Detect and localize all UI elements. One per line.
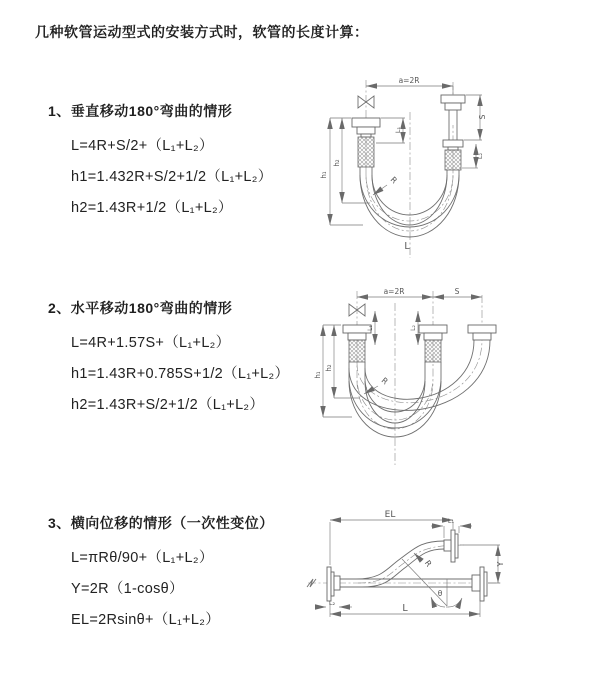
dim-label-l2: L₂ xyxy=(476,152,484,160)
hose-u-tube xyxy=(349,340,490,437)
dim-label-r: R xyxy=(379,375,390,387)
dim-label-el: EL xyxy=(384,510,396,520)
section2-heading: 2、水平移动180°弯曲的情形 xyxy=(48,300,233,316)
dim-label-l1: L₁ xyxy=(447,517,455,525)
left-fitting xyxy=(352,118,380,167)
dim-label-s: S xyxy=(478,114,487,120)
dim-label-l1: L₁ xyxy=(394,126,402,134)
dim-label-h2: h₂ xyxy=(333,159,341,167)
dim-label-length: L xyxy=(404,241,410,252)
section1-formula-h1: h1=1.432R+S/2+1/2（L₁+L₂） xyxy=(71,169,273,185)
bottom-right-flange xyxy=(472,567,487,601)
section1-heading: 1、垂直移动180°弯曲的情形 xyxy=(48,103,233,119)
section3-formula-EL: EL=2Rsinθ+（L₁+L₂） xyxy=(71,612,221,628)
section-vertical-bend xyxy=(48,101,273,224)
section2-formula-L: L=4R+1.57S+（L₁+L₂） xyxy=(71,335,231,351)
section3-formula-Y: Y=2R（1-cosθ） xyxy=(71,581,184,597)
dim-label-theta: θ xyxy=(437,589,443,598)
section-lateral-displacement xyxy=(48,513,274,636)
dim-label-h2: h₂ xyxy=(325,364,333,372)
section1-formula-h2: h2=1.43R+1/2（L₁+L₂） xyxy=(71,200,233,216)
left-flange xyxy=(327,567,340,601)
diagram-lateral-displacement xyxy=(298,505,600,660)
valve-icon xyxy=(349,304,365,316)
dim-label-length: L xyxy=(402,603,408,614)
diagram-vertical-180-bend xyxy=(310,70,595,265)
angle-construction xyxy=(402,559,462,608)
dim-label-l2: L₂ xyxy=(328,599,336,607)
dim-label-l1: L₁ xyxy=(367,325,374,331)
hose-u-tube xyxy=(360,167,459,237)
section2-formula-h2: h2=1.43R+S/2+1/2（L₁+L₂） xyxy=(71,397,265,413)
dim-label-y: Y xyxy=(496,561,505,567)
right-fitting xyxy=(468,325,496,340)
section3-heading: 3、横向位移的情形（一次性变位） xyxy=(48,515,274,531)
dim-label-h1: h₁ xyxy=(314,371,322,379)
dim-label-a2r: a=2R xyxy=(398,76,420,85)
diagram-horizontal-180-bend xyxy=(308,283,598,478)
top-right-flange xyxy=(444,530,458,562)
section-horizontal-bend xyxy=(48,298,289,421)
dim-label-l2: L₂ xyxy=(410,325,417,331)
dim-label-h1: h₁ xyxy=(320,171,328,179)
section2-formula-h1: h1=1.43R+0.785S+1/2（L₁+L₂） xyxy=(71,366,290,382)
dim-label-r: R xyxy=(422,558,434,569)
centerlines xyxy=(357,291,482,465)
dim-label-a2r: a=2R xyxy=(383,287,405,296)
centerlines xyxy=(366,80,453,258)
page-title: 几种软管运动型式的安装方式时，软管的长度计算： xyxy=(35,24,369,40)
dim-label-r: R xyxy=(388,175,399,186)
section1-formula-L: L=4R+S/2+（L₁+L₂） xyxy=(71,138,214,154)
dim-label-s: S xyxy=(454,287,460,296)
middle-fitting xyxy=(419,325,447,362)
section3-formula-L: L=πRθ/90+（L₁+L₂） xyxy=(71,550,214,566)
